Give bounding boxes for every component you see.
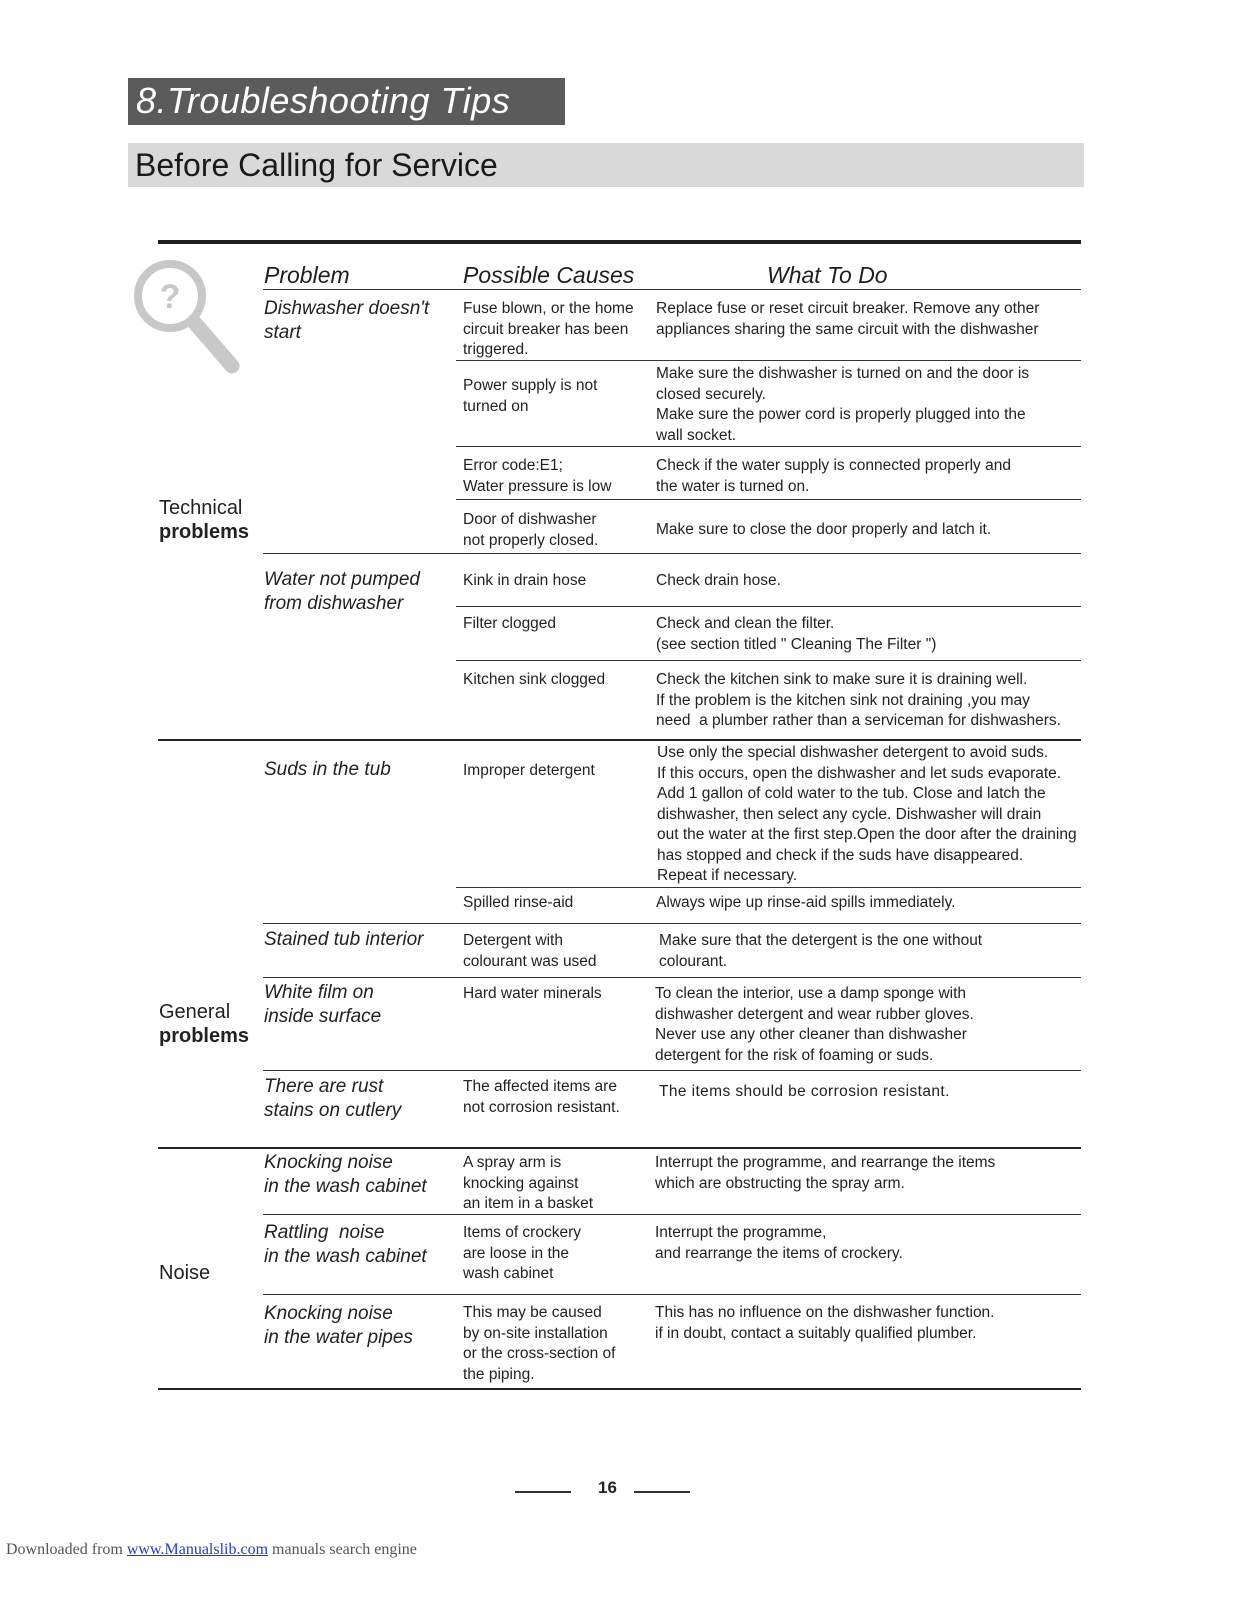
todo-wipe-rinse-aid: Always wipe up rinse-aid spills immediately. (656, 894, 956, 911)
cause-spray-arm: A spray arm is knocking against an item in a basket (463, 1154, 594, 1212)
page-number: 16 (598, 1478, 617, 1497)
table-bottom-rule (158, 1388, 1081, 1390)
footer-prefix: Downloaded from (6, 1541, 127, 1558)
todo-corrosion-resistant: The items should be corrosion resistant. (659, 1083, 950, 1100)
row-divider (456, 660, 1081, 661)
todo-power-supply: Make sure the dishwasher is turned on and the door is closed securely. Make sure the power cord is properly plugged into the wall socket. (656, 365, 1030, 444)
row-divider (263, 553, 1081, 554)
cause-colourant: Detergent with colourant was used (463, 932, 597, 970)
table-top-rule (158, 240, 1081, 244)
cause-power-supply: Power supply is not turned on (463, 377, 598, 415)
row-divider (263, 1294, 1081, 1295)
todo-clean-filter: Check and clean the filter. (see section titled " Cleaning The Filter ") (656, 615, 937, 653)
cause-fuse-blown: Fuse blown, or the home circuit breaker has been triggered. (463, 300, 634, 358)
problem-white-film: White film on inside surface (264, 982, 382, 1027)
todo-contact-plumber: This has no influence on the dishwasher function. if in doubt, contact a suitably qualified plumber. (655, 1304, 995, 1342)
row-divider (456, 360, 1081, 361)
todo-detergent-no-colourant: Make sure that the detergent is the one without colourant. (659, 932, 983, 970)
problem-dishwasher-doesnt-start: Dishwasher doesn't start (264, 298, 430, 343)
problem-water-not-pumped: Water not pumped from dishwasher (264, 569, 420, 614)
row-divider (456, 446, 1081, 447)
cause-spilled-rinse-aid: Spilled rinse-aid (463, 894, 574, 911)
cause-door-not-closed: Door of dishwasher not properly closed. (463, 511, 599, 549)
cause-installation: This may be caused by on-site installation or the cross-section of the piping. (463, 1304, 616, 1383)
row-divider (456, 887, 1081, 888)
cause-kitchen-sink: Kitchen sink clogged (463, 671, 606, 688)
cause-not-corrosion-resistant: The affected items are not corrosion resistant. (463, 1078, 620, 1116)
section-title: 8.Troubleshooting Tips (136, 80, 511, 121)
row-divider (456, 606, 1081, 607)
subsection-title-bar (128, 143, 1084, 187)
row-divider (263, 1214, 1081, 1215)
row-divider (263, 977, 1081, 978)
todo-close-door: Make sure to close the door properly and latch it. (656, 521, 992, 538)
category-general: General problems (159, 1001, 250, 1047)
footer-link[interactable]: www.Manualslib.com (126, 1541, 269, 1558)
subsection-title: Before Calling for Service (135, 147, 498, 183)
todo-water-supply: Check if the water supply is connected properly and the water is turned on. (656, 457, 1011, 495)
page-number-rule-left (515, 1491, 571, 1493)
todo-replace-fuse: Replace fuse or reset circuit breaker. Remove any other appliances sharing the same circuit with the dishwasher (656, 300, 1040, 338)
row-divider (456, 499, 1081, 500)
cause-hard-water: Hard water minerals (463, 985, 602, 1002)
todo-rearrange-crockery: Interrupt the programme, and rearrange the items of crockery. (655, 1224, 903, 1262)
category-divider (158, 739, 1081, 741)
todo-clean-interior: To clean the interior, use a damp sponge with dishwasher detergent and wear rubber gloves. Never use any other cleaner than dishwasher detergent for the risk of foaming or suds. (655, 985, 974, 1064)
todo-check-sink: Check the kitchen sink to make sure it is draining well. If the problem is the kitchen sink not draining ,you may need a plumber rather than a serviceman for dishwashers. (656, 671, 1061, 729)
cause-kink-drain-hose: Kink in drain hose (463, 572, 587, 589)
row-divider (263, 923, 1081, 924)
category-divider (158, 1147, 1081, 1149)
footer (6, 1541, 417, 1559)
todo-check-drain-hose: Check drain hose. (656, 572, 781, 589)
category-noise: Noise (159, 1262, 211, 1284)
section-title-bar (128, 78, 565, 125)
problem-suds: Suds in the tub (264, 759, 391, 780)
header-what-to-do: What To Do (767, 262, 888, 288)
header-rule (263, 289, 1081, 290)
footer-suffix: manuals search engine (268, 1541, 417, 1558)
row-divider (263, 1070, 1081, 1071)
page-number-rule-right (634, 1491, 690, 1493)
magnifier-question-icon (132, 258, 244, 376)
problem-knocking-pipes: Knocking noise in the water pipes (264, 1303, 413, 1348)
cause-loose-crockery: Items of crockery are loose in the wash cabinet (463, 1224, 581, 1282)
cause-filter-clogged: Filter clogged (463, 615, 557, 632)
category-technical: Technical problems (159, 497, 250, 543)
header-possible-causes: Possible Causes (463, 262, 635, 288)
header-problem: Problem (264, 262, 350, 288)
cause-improper-detergent: Improper detergent (463, 762, 595, 779)
problem-rattling: Rattling noise in the wash cabinet (264, 1222, 427, 1267)
cause-error-e1: Error code:E1; Water pressure is low (463, 457, 612, 495)
todo-suds: Use only the special dishwasher detergent to avoid suds. If this occurs, open the dishwasher and let suds evaporate. Add 1 gallon of cold water to the tub. Close and latch the dishwasher, then select any cycle. Dishwasher will drain out the water at the first step.Open the door after the draining has stopped and check if the suds have disappeared. Repeat if necessary. (657, 744, 1077, 884)
problem-stained-tub: Stained tub interior (264, 929, 424, 950)
todo-rearrange-spray-arm: Interrupt the programme, and rearrange the items which are obstructing the spray arm. (655, 1154, 996, 1192)
problem-knocking-cabinet: Knocking noise in the wash cabinet (264, 1152, 427, 1197)
problem-rust-stains: There are rust stains on cutlery (264, 1076, 402, 1121)
svg-text:?: ? (159, 278, 181, 316)
